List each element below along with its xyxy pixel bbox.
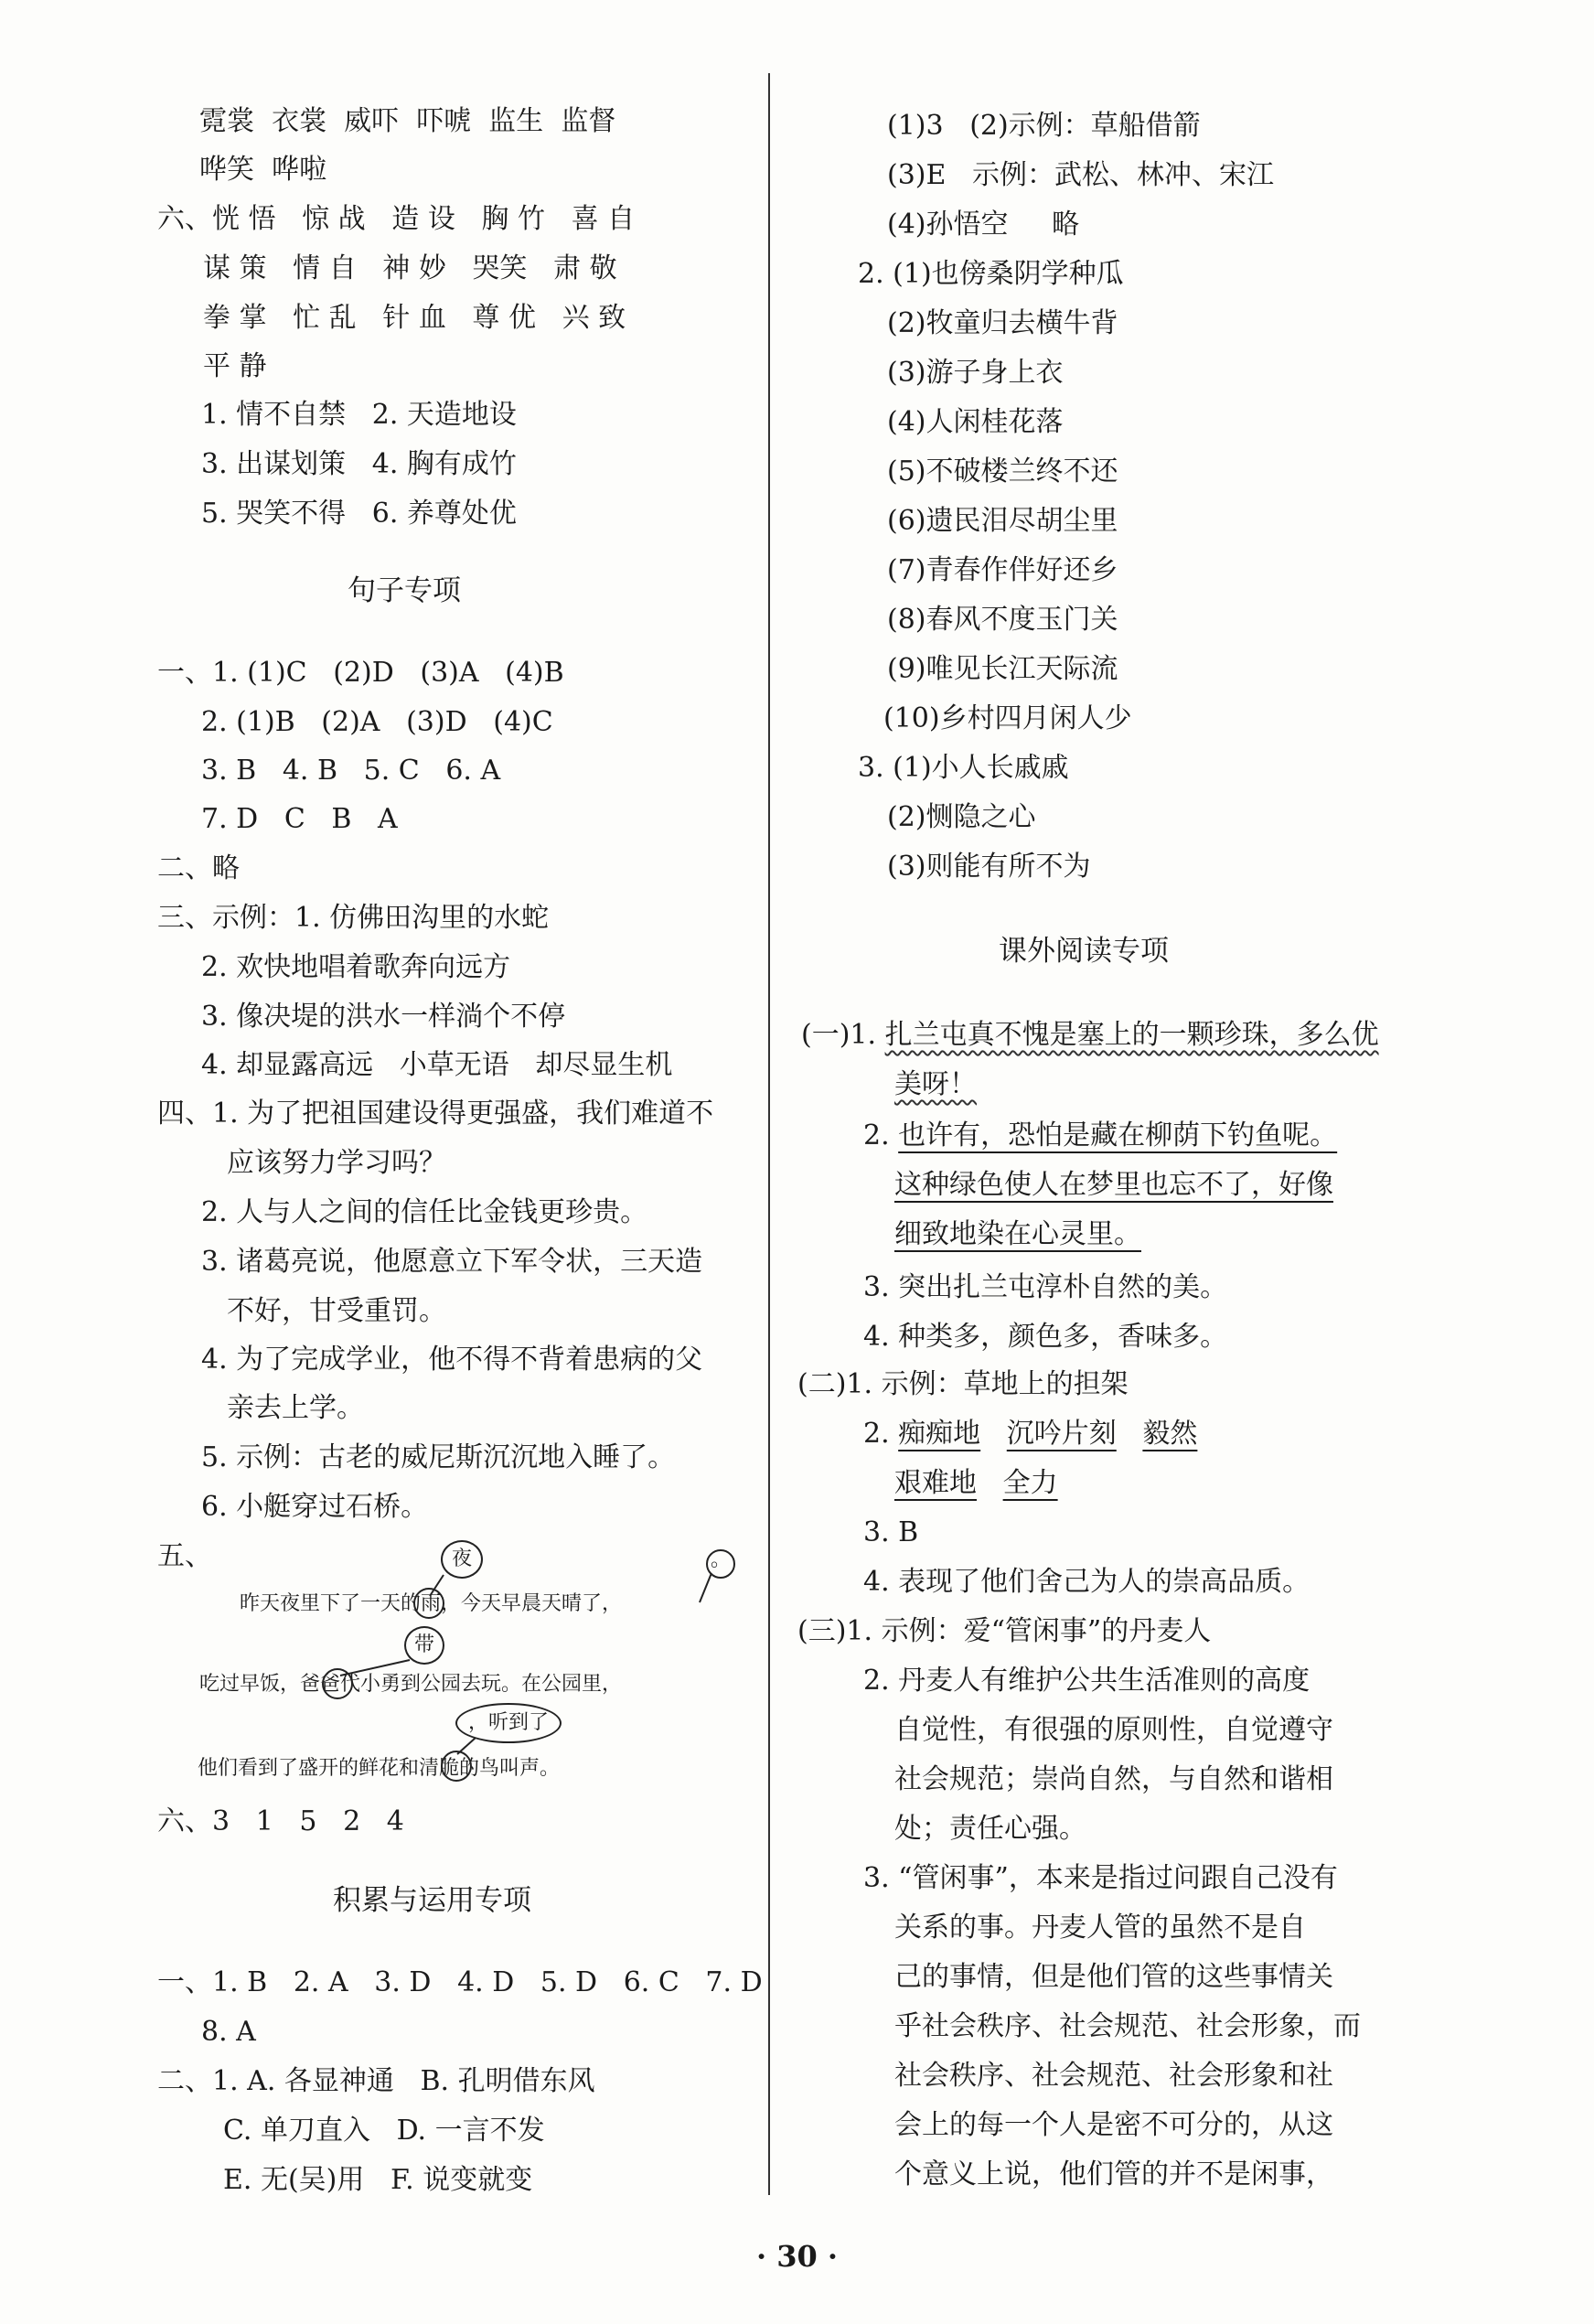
answer-line [894,1465,1058,1502]
answer-line: (2)牧童归去横牛背 [887,307,1118,339]
answer-line: 亲去上学。 [227,1392,364,1424]
answer-line: 六、3 1 5 2 4 [157,1805,404,1837]
answer-number: (一)1. [801,1019,885,1051]
answer-line: (9)唯见长江天际流 [887,653,1118,685]
answer-number: 2. [863,1418,899,1450]
section-title: 积累与运用专项 [333,1884,531,1917]
passage-line: 他们看到了盛开的鲜花和清脆的鸟叫声。 [198,1757,561,1780]
answer-line: C. 单刀直入 D. 一言不发 [223,2115,545,2147]
answer-line: (3)E 示例：武松、林冲、宋江 [887,159,1275,191]
underlined-word: 痴痴地 [898,1418,981,1450]
answer-line: 7. D C B A [201,803,398,835]
answer-line: 哗笑 哗啦 [199,154,327,186]
answer-line: 己的事情，但是他们管的这些事情关 [894,1961,1333,1993]
answer-line [894,1216,1141,1253]
answer-line: 3. 突出扎兰屯淳朴自然的美。 [863,1271,1228,1303]
column-divider [768,73,770,2195]
answer-line: 1. 情不自禁 2. 天造地设 [201,399,517,431]
answer-line: 平 静 [203,350,267,382]
answer-line: (3)游子身上衣 [887,357,1064,389]
passage-line: 昨天夜里下了一天的雨，今天早晨天晴了， [240,1592,623,1615]
answer-line: 谋 策 情 自 神 妙 哭笑 肃 敬 [203,252,617,284]
underlined-word: 沉吟片刻 [1006,1418,1117,1450]
answer-line: 六、恍 悟 惊 战 造 设 胸 竹 喜 自 [157,203,636,235]
answer-line: 应该努力学习吗？ [227,1147,446,1179]
answer-line: 霓裳 衣裳 威吓 吓唬 监生 监督 [199,105,616,137]
answer-line: 4. 种类多，颜色多，香味多。 [863,1321,1228,1353]
answer-line: 自觉性，有很强的原则性，自觉遵守 [894,1714,1333,1746]
answer-line [863,1118,1337,1154]
answer-line: 3. 诸葛亮说，他愿意立下军令状，三天造 [201,1246,703,1278]
answer-line: 一、1. (1)C (2)D (3)A (4)B [157,657,564,689]
answer-line: 不好，甘受重罚。 [227,1295,446,1327]
underlined-answer: 美呀！ [894,1068,977,1100]
answer-line: 3. (1)小人长戚戚 [858,752,1069,784]
answer-line: 3. 出谋划策 4. 胸有成竹 [201,448,517,480]
correction-insert: 。 [706,1549,735,1579]
answer-line: 拳 掌 忙 乱 针 血 尊 优 兴 致 [203,302,626,334]
answer-line: 乎社会秩序、社会规范、社会形象，而 [894,2010,1361,2042]
answer-line: 社会规范；崇尚自然，与自然和谐相 [894,1763,1333,1795]
answer-line: (10)乡村四月闲人少 [883,702,1132,734]
answer-line [801,1017,1379,1054]
answer-line [894,1167,1333,1204]
answer-line: 关系的事。丹麦人管的虽然不是自 [894,1912,1306,1944]
correction-insert: ，听到了 [455,1703,562,1743]
section-title: 课外阅读专项 [999,935,1169,968]
passage-line: 吃过早饭，爸爸代小勇到公园去玩。在公园里， [199,1673,623,1696]
answer-line: (6)遗民泪尽胡尘里 [887,505,1118,537]
answer-line: 会上的每一个人是密不可分的，从这 [894,2109,1333,2141]
section-title: 句子专项 [348,574,461,607]
answer-line: 3. “管闲事”，本来是指过问跟自己没有 [863,1862,1338,1894]
answer-line: 二、略 [157,852,240,884]
answer-line [863,1416,1197,1452]
underlined-word: 毅然 [1142,1418,1198,1450]
page-number: · 30 · [755,2239,839,2274]
answer-line: 5. 示例：古老的威尼斯沉沉地入睡了。 [201,1441,676,1473]
answer-line: E. 无(吴)用 F. 说变就变 [223,2164,533,2196]
answer-line: (4)人闲桂花落 [887,406,1064,438]
answer-line: (7)青春作伴好还乡 [887,554,1118,586]
answer-line: 四、1. 为了把祖国建设得更强盛，我们难道不 [157,1098,714,1130]
answer-line: 2. 丹麦人有维护公共生活准则的高度 [863,1665,1311,1697]
answer-line: (5)不破楼兰终不还 [887,455,1118,487]
underlined-answer: 这种绿色使人在梦里也忘不了，好像 [894,1169,1333,1201]
answer-line: 2. 人与人之间的信任比金钱更珍贵。 [201,1196,648,1228]
answer-line: 社会秩序、社会规范、社会形象和社 [894,2060,1333,2092]
answer-line: 8. A [201,2016,256,2048]
underlined-word: 全力 [1002,1467,1058,1499]
underlined-answer: 也许有，恐怕是藏在柳荫下钓鱼呢。 [898,1119,1338,1151]
answer-line: (1)3 (2)示例：草船借箭 [887,110,1201,142]
answer-line: 一、1. B 2. A 3. D 4. D 5. D 6. C 7. D [157,1966,763,1998]
underlined-answer: 扎兰屯真不愧是塞上的一颗珍珠，多么优 [884,1019,1379,1051]
correction-insert: 夜 [441,1540,483,1579]
answer-line: 5. 哭笑不得 6. 养尊处优 [201,498,517,530]
answer-line: 2. (1)也傍桑阴学种瓜 [858,258,1124,290]
answer-line: 4. 表现了他们舍己为人的崇高品质。 [863,1566,1311,1598]
answer-number: 2. [863,1119,899,1151]
answer-line: 3. B [863,1516,919,1548]
answer-line: 2. (1)B (2)A (3)D (4)C [201,706,553,738]
answer-line: 2. 欢快地唱着歌奔向远方 [201,951,511,983]
underlined-word: 艰难地 [894,1467,977,1499]
answer-line: (4)孙悟空 略 [887,209,1080,241]
answer-line: (三)1. 示例：爱“管闲事”的丹麦人 [797,1615,1212,1647]
answer-line: (8)春风不度玉门关 [887,604,1118,636]
answer-line: 二、1. A. 各显神通 B. 孔明借东风 [157,2065,595,2097]
answer-line: (二)1. 示例：草地上的担架 [797,1368,1129,1400]
answer-line: 3. B 4. B 5. C 6. A [201,755,501,787]
answer-line: 处；责任心强。 [894,1813,1086,1845]
answer-line: 4. 为了完成学业，他不得不背着患病的父 [201,1344,703,1376]
answer-line: 3. 像决堤的洪水一样淌个不停 [201,1001,566,1033]
answer-line: 个意义上说，他们管的并不是闲事， [894,2158,1333,2190]
answer-line [894,1066,977,1103]
correction-insert: 带 [404,1626,444,1665]
answer-line: 4. 却显露高远 小草无语 却尽显生机 [201,1049,673,1081]
answer-line: 五、 [157,1540,212,1572]
answer-line: 三、示例：1. 仿佛田沟里的水蛇 [157,902,550,934]
answer-line: (3)则能有所不为 [887,851,1091,883]
answer-line: (2)恻隐之心 [887,801,1036,833]
answer-line: 6. 小艇穿过石桥。 [201,1491,429,1523]
underlined-answer: 细致地染在心灵里。 [894,1218,1141,1250]
